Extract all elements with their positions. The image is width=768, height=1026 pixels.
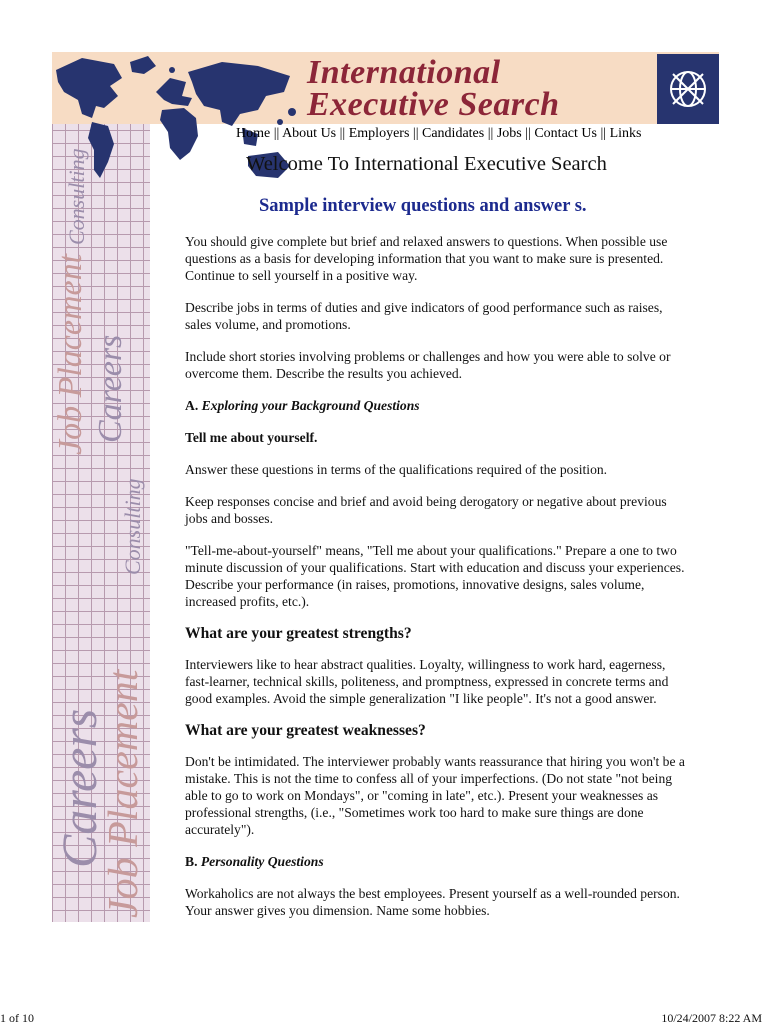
- nav-employers-link[interactable]: Employers: [348, 126, 410, 141]
- welcome-heading: Welcome To International Executive Search: [246, 153, 607, 175]
- globe-logo-icon: [657, 54, 719, 124]
- nav-separator: ||: [525, 126, 531, 141]
- section-a-heading: [185, 397, 685, 414]
- section-b-title: Personality Questions: [200, 854, 324, 869]
- paragraph: Include short stories involving problems or challenges and how you were able to solve or overcome them. Describe the results you achieved.: [185, 349, 671, 381]
- side-word-careers-top: Careers: [92, 334, 129, 443]
- article-body: [185, 233, 685, 934]
- nav-separator: ||: [487, 126, 494, 141]
- question-heading: [185, 429, 685, 446]
- question-text: Tell me about yourself.: [185, 430, 318, 445]
- paragraph: "Tell-me-about-yourself" means, "Tell me about your qualifications." Prepare a one to two minute discussion of your qualifications. Start with education and discuss your experiences. Describe your performance (in raises, promotions, innovative designs, sales volume, increased profits, etc.).: [185, 543, 685, 609]
- nav-about-us-link[interactable]: About Us: [282, 126, 337, 141]
- nav-links-link[interactable]: Links: [609, 126, 642, 141]
- site-title-line2: Executive Search: [307, 86, 560, 123]
- paragraph: Don't be intimidated. The interviewer probably wants reassurance that hiring you won't be a mistake. This is not the time to confess all of your imperfections. (Do not state "not being able to go to work on Mondays", or "coming in late", etc.). Present your weaknesses as professional strengths, (i.e., "Sometimes work too hard to make sure things are done accurately").: [185, 754, 685, 837]
- nav-candidates-link[interactable]: Candidates: [422, 126, 485, 141]
- print-timestamp: 10/24/2007 8:22 AM: [661, 1011, 762, 1025]
- nav-separator: ||: [412, 126, 419, 141]
- side-word-careers-bottom: Careers: [51, 708, 107, 868]
- paragraph: You should give complete but brief and relaxed answers to questions. When possible use questions as a basis for developing information that you want to make sure is presented. Continue to sell yourself in a positive way.: [185, 234, 668, 283]
- paragraph: Answer these questions in terms of the qualifications required of the position.: [185, 462, 608, 477]
- section-a-letter: A.: [185, 398, 199, 413]
- nav-contact-us-link[interactable]: Contact Us: [534, 126, 597, 141]
- section-b-letter: B.: [185, 854, 198, 869]
- nav-separator: ||: [273, 126, 280, 141]
- nav-home-link[interactable]: Home: [236, 126, 271, 141]
- nav-separator: ||: [600, 126, 607, 141]
- question-heading: What are your greatest strengths?: [185, 625, 412, 642]
- nav-separator: ||: [339, 126, 346, 141]
- question-heading: What are your greatest weaknesses?: [185, 722, 426, 739]
- paragraph: Interviewers like to hear abstract qualities. Loyalty, willingness to work hard, eagerness, fast-learner, technical skills, politeness, and promptness, expressed in concrete terms and good examples. Avoid the simple generalization "I like people". It's not a good answer.: [185, 657, 669, 706]
- page-number: 1 of 10: [0, 1011, 34, 1025]
- page-subtitle: Sample interview questions and answer s.: [259, 196, 587, 216]
- side-word-job-placement-bottom: Job Placement: [101, 669, 147, 918]
- side-word-consulting-top: Consulting: [64, 148, 89, 245]
- top-nav: [236, 126, 641, 142]
- site-title-line1: International: [307, 54, 501, 91]
- paragraph: Describe jobs in terms of duties and give indicators of good performance such as raises, sales volume, and promotions.: [185, 300, 663, 332]
- site-logo: [657, 54, 719, 124]
- side-word-consulting-mid: Consulting: [120, 478, 145, 575]
- paragraph: Keep responses concise and brief and avoid being derogatory or negative about previous jobs and bosses.: [185, 494, 667, 526]
- section-b-heading: [185, 853, 685, 870]
- side-word-job-placement-top: Job Placement: [52, 253, 89, 455]
- paragraph: Workaholics are not always the best employees. Present yourself as a well-rounded person. Your answer gives you dimension. Name some hobbies.: [185, 886, 680, 918]
- section-a-title: Exploring your Background Questions: [201, 398, 420, 413]
- nav-jobs-link[interactable]: Jobs: [496, 126, 522, 141]
